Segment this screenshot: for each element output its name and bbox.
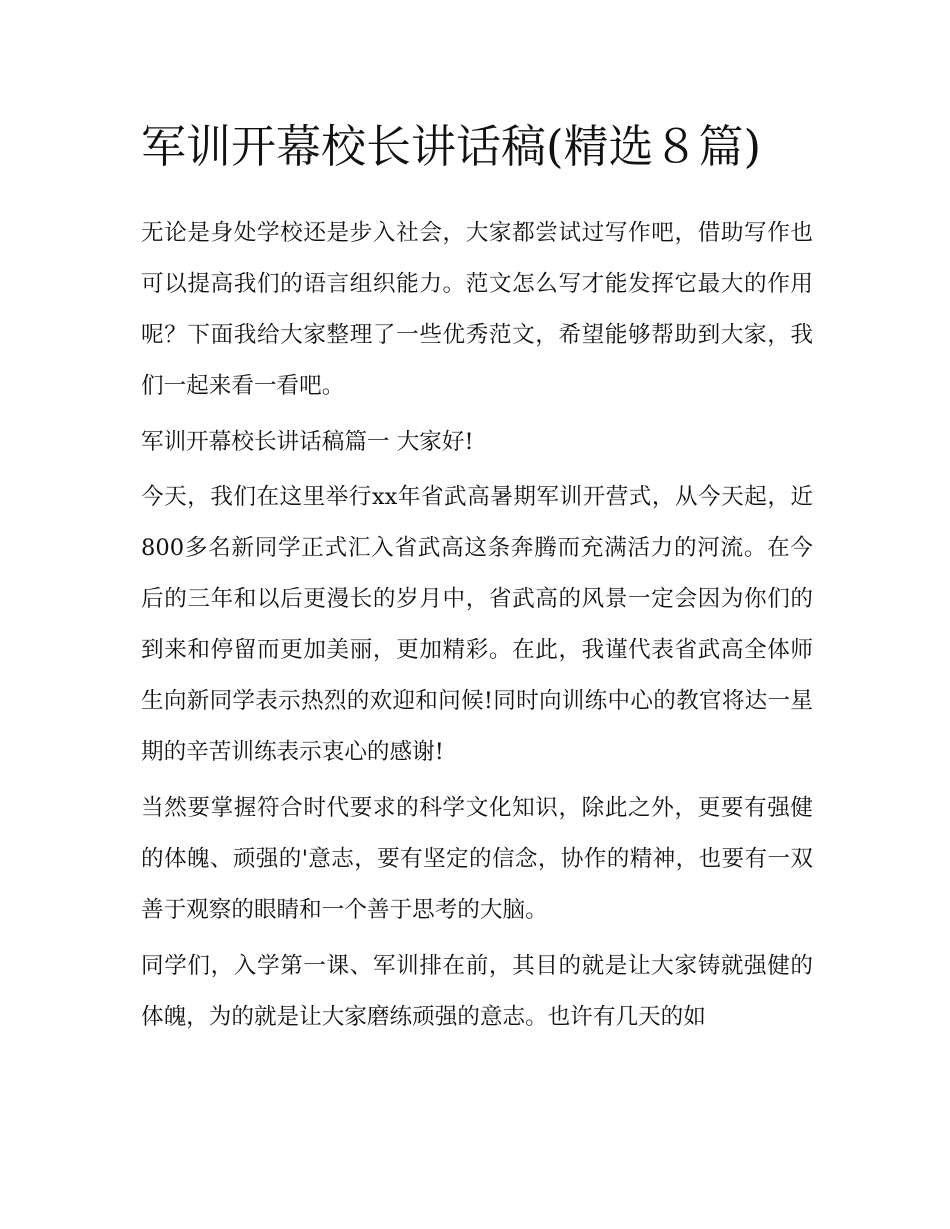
document-title: 军训开幕校长讲话稿(精选８篇) — [141, 120, 762, 173]
paragraph-intro: 无论是身处学校还是步入社会，大家都尝试过写作吧，借助写作也可以提高我们的语言组织能力。范文怎么写才能发挥它最大的作用呢？下面我给大家整理了一些优秀范文，希望能够帮助到大家，我们一起来看一看吧。 — [141, 220, 813, 399]
paragraph-opening-ceremony: 今天，我们在这里举行xx年省武高暑期军训开营式，从今天起，近800多名新同学正式汇入省武高这条奔腾而充满活力的河流。在今后的三年和以后更漫长的岁月中，省武高的风景一定会因为你们的到来和停留而更加美丽，更加精彩。在此，我谨代表省武高全体师生向新同学表示热烈的欢迎和问候!同时向训练中心的教官将达一星期的辛苦训练表示衷心的感谢! — [141, 484, 813, 765]
paragraph-students: 同学们，入学第一课、军训排在前，其目的就是让大家铸就强健的体魄，为的就是让大家磨练顽强的意志。也许有几天的如 — [141, 953, 813, 1030]
paragraph-requirements: 当然要掌握符合时代要求的科学文化知识，除此之外，更要有强健的体魄、顽强的'意志，要有坚定的信念，协作的精神，也要有一双善于观察的眼睛和一个善于思考的大脑。 — [141, 795, 813, 923]
document-page — [141, 112, 813, 1048]
document-body — [141, 208, 813, 1043]
paragraph-section-heading: 军训开幕校长讲话稿篇一 大家好! — [141, 429, 474, 455]
